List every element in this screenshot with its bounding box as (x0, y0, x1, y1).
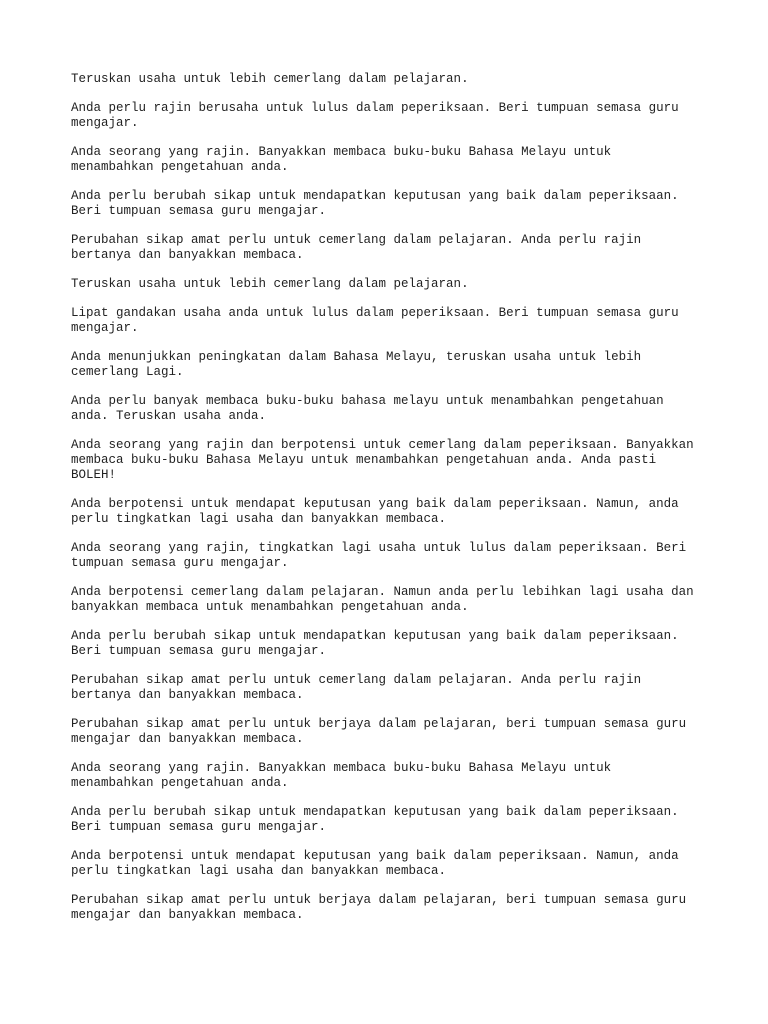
paragraph: Perubahan sikap amat perlu untuk cemerlang dalam pelajaran. Anda perlu rajin bertanya dan banyakkan membaca. (71, 673, 642, 702)
paragraph: Anda berpotensi untuk mendapat keputusan yang baik dalam peperiksaan. Namun, anda perlu tingkatkan lagi usaha dan banyakkan membaca. (71, 849, 679, 878)
paragraph: Anda seorang yang rajin dan berpotensi untuk cemerlang dalam peperiksaan. Banyakkan membaca buku-buku Bahasa Melayu untuk menambahkan pengetahuan anda. Anda pasti BOLEH! (71, 438, 694, 482)
paragraph: Anda berpotensi untuk mendapat keputusan yang baik dalam peperiksaan. Namun, anda perlu tingkatkan lagi usaha dan banyakkan membaca. (71, 497, 679, 526)
paragraph: Anda perlu berubah sikap untuk mendapatkan keputusan yang baik dalam peperiksaan. Beri tumpuan semasa guru mengajar. (71, 805, 679, 834)
paragraph: Teruskan usaha untuk lebih cemerlang dalam pelajaran. (71, 277, 469, 291)
paragraph: Perubahan sikap amat perlu untuk cemerlang dalam pelajaran. Anda perlu rajin bertanya dan banyakkan membaca. (71, 233, 642, 262)
paragraph: Anda perlu rajin berusaha untuk lulus dalam peperiksaan. Beri tumpuan semasa guru mengajar. (71, 101, 679, 130)
paragraph: Anda seorang yang rajin. Banyakkan membaca buku-buku Bahasa Melayu untuk menambahkan pengetahuan anda. (71, 145, 612, 174)
paragraph: Perubahan sikap amat perlu untuk berjaya dalam pelajaran, beri tumpuan semasa guru mengajar dan banyakkan membaca. (71, 893, 687, 922)
paragraph: Anda seorang yang rajin, tingkatkan lagi usaha untuk lulus dalam peperiksaan. Beri tumpuan semasa guru mengajar. (71, 541, 687, 570)
paragraph: Anda perlu berubah sikap untuk mendapatkan keputusan yang baik dalam peperiksaan. Beri tumpuan semasa guru mengajar. (71, 189, 679, 218)
paragraph: Anda berpotensi cemerlang dalam pelajaran. Namun anda perlu lebihkan lagi usaha dan banyakkan membaca untuk menambahkan pengetahuan anda. (71, 585, 694, 614)
document-page (71, 72, 711, 937)
paragraph: Anda perlu berubah sikap untuk mendapatkan keputusan yang baik dalam peperiksaan. Beri tumpuan semasa guru mengajar. (71, 629, 679, 658)
paragraph: Anda menunjukkan peningkatan dalam Bahasa Melayu, teruskan usaha untuk lebih cemerlang Lagi. (71, 350, 642, 379)
paragraph: Anda perlu banyak membaca buku-buku bahasa melayu untuk menambahkan pengetahuan anda. Teruskan usaha anda. (71, 394, 664, 423)
paragraph: Teruskan usaha untuk lebih cemerlang dalam pelajaran. (71, 72, 469, 86)
paragraph: Anda seorang yang rajin. Banyakkan membaca buku-buku Bahasa Melayu untuk menambahkan pengetahuan anda. (71, 761, 612, 790)
paragraph: Lipat gandakan usaha anda untuk lulus dalam peperiksaan. Beri tumpuan semasa guru mengajar. (71, 306, 679, 335)
paragraph: Perubahan sikap amat perlu untuk berjaya dalam pelajaran, beri tumpuan semasa guru mengajar dan banyakkan membaca. (71, 717, 687, 746)
